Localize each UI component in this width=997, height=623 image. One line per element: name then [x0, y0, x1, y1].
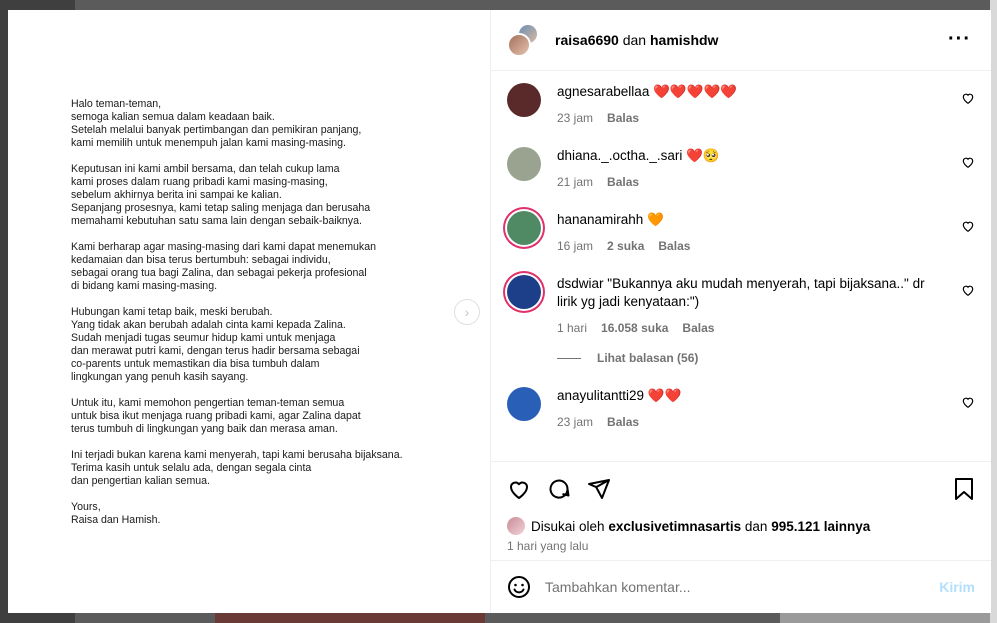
- paper-plane-icon: [587, 477, 611, 501]
- comment-input[interactable]: [545, 579, 939, 595]
- post-side-panel: [491, 10, 991, 613]
- likes-summary: [491, 515, 991, 537]
- post-comment-button[interactable]: Kirim: [939, 579, 975, 595]
- username-link[interactable]: exclusivetimnasartis: [608, 518, 742, 534]
- caption-paragraph: Kami berharap agar masing-masing dari kami dapat menemukan kedamaian dan bisa terus bertumbuh: sebagai individu, sebagai orang tua bagi Zalina, dan sebagai pekerja profesional di bidang kami masing-masing.: [71, 241, 377, 292]
- caption-paragraph: Hubungan kami tetap baik, meski berubah. Yang tidak akan berubah adalah cinta kami kepada Zalina. Sudah menjadi tugas seumur hidup kami untuk menjaga dan merawat putri kami, dengan terus hadir bersama sebagai co-parents untuk memastikan dia bisa tumbuh dalam lingkungan yang penuh kasih sayang.: [71, 306, 360, 383]
- avatar[interactable]: [507, 275, 541, 309]
- header-title: [555, 32, 718, 48]
- comment-time[interactable]: 16 jam: [557, 239, 594, 253]
- comment-button[interactable]: [547, 477, 571, 501]
- comment-username[interactable]: agnesarabellaa: [557, 84, 650, 99]
- reply-button[interactable]: Balas: [682, 321, 715, 335]
- post-actions: [491, 461, 991, 515]
- caption-paragraph: Yours, Raisa dan Hamish.: [71, 501, 161, 526]
- backdrop-image: [780, 612, 990, 623]
- view-replies-button[interactable]: [557, 351, 975, 365]
- likes-count[interactable]: 995.121 lainnya: [771, 518, 871, 534]
- next-image-button[interactable]: [454, 299, 480, 325]
- post-image: [8, 10, 491, 613]
- chevron-right-icon: ›: [464, 304, 470, 320]
- add-comment-bar: [491, 561, 991, 613]
- likes-joiner: dan: [744, 518, 768, 534]
- post-time[interactable]: 1 hari yang lalu: [491, 537, 991, 561]
- comment-text: "Bukannya aku mudah menyerah, tapi bijaksana.." dr lirik yg jadi kenyataan:"): [557, 276, 925, 309]
- comment-text: ❤️❤️: [647, 388, 682, 403]
- caption-paragraph: Keputusan ini kami ambil bersama, dan telah cukup lama kami proses dalam ruang pribadi kami masing-masing, sebelum akhirnya berita ini sampai ke kalian. Sepanjang prosesnya, kami tetap saling menjaga dan berusaha memahami kebutuhan satu sama lain dengan sebaik-baiknya.: [71, 163, 371, 227]
- heart-icon[interactable]: [961, 219, 975, 233]
- backdrop-image: [215, 612, 485, 623]
- avatar[interactable]: [507, 83, 541, 117]
- reply-button[interactable]: Balas: [607, 415, 640, 429]
- like-button[interactable]: [507, 477, 531, 501]
- bookmark-icon: [953, 477, 975, 501]
- comment-icon: [547, 477, 571, 501]
- comments-list[interactable]: [491, 71, 991, 461]
- caption-paragraph: Ini terjadi bukan karena kami menyerah, tapi kami berusaha bijaksana. Terima kasih untuk selalu ada, dengan segala cinta dan pengertian kalian semua.: [71, 449, 403, 487]
- heart-icon: [507, 477, 531, 501]
- like-count[interactable]: 16.058 suka: [601, 321, 669, 335]
- comment: [507, 83, 975, 125]
- reply-button[interactable]: Balas: [607, 111, 640, 125]
- caption-paragraph: Untuk itu, kami memohon pengertian teman-teman semua untuk bisa ikut menjaga ruang pribadi kami, agar Zalina dapat terus tumbuh di lingkungan yang baik dan merasa aman.: [71, 397, 361, 435]
- avatar[interactable]: [507, 147, 541, 181]
- comment-username[interactable]: dhiana._.octha._.sari: [557, 148, 683, 163]
- username-link[interactable]: raisa6690: [555, 32, 619, 48]
- comment-text: ❤️🥺: [686, 148, 720, 163]
- comment-username[interactable]: hananamirahh: [557, 212, 644, 227]
- likes-prefix: Disukai oleh: [531, 518, 605, 534]
- header-joiner: dan: [622, 32, 647, 48]
- comment: [507, 275, 975, 335]
- post-header: [491, 10, 991, 71]
- more-horizontal-icon[interactable]: ···: [948, 28, 971, 50]
- comment-text: ❤️❤️❤️❤️❤️: [653, 84, 738, 99]
- comment: [507, 147, 975, 189]
- view-replies-label: Lihat balasan (56): [597, 351, 699, 365]
- comment: [507, 211, 975, 253]
- heart-icon[interactable]: [961, 155, 975, 169]
- reply-button[interactable]: Balas: [607, 175, 640, 189]
- avatar[interactable]: [507, 23, 541, 57]
- heart-icon[interactable]: [961, 283, 975, 297]
- share-button[interactable]: [587, 477, 611, 501]
- comment-time[interactable]: 1 hari: [557, 321, 588, 335]
- post-image-text: [71, 98, 471, 540]
- avatar: [507, 33, 531, 57]
- caption-paragraph: Halo teman-teman, semoga kalian semua dalam keadaan baik. Setelah melalui banyak pertimbangan dan pemikiran panjang, kami memilih untuk menempuh jalan kami masing-masing.: [71, 98, 362, 149]
- username-link[interactable]: hamishdw: [649, 32, 719, 48]
- save-button[interactable]: [953, 477, 975, 506]
- comment-username[interactable]: anayulitantti29: [557, 388, 645, 403]
- comment-time[interactable]: 23 jam: [557, 415, 594, 429]
- reply-button[interactable]: Balas: [658, 239, 691, 253]
- avatar[interactable]: [507, 517, 525, 535]
- comment-text: 🧡: [647, 212, 664, 227]
- divider: [557, 358, 581, 359]
- avatar[interactable]: [507, 211, 541, 245]
- like-count[interactable]: 2 suka: [607, 239, 645, 253]
- emoji-icon: [507, 575, 531, 599]
- emoji-button[interactable]: [507, 575, 531, 599]
- comment-time[interactable]: 23 jam: [557, 111, 594, 125]
- post-modal: [8, 10, 991, 613]
- heart-icon[interactable]: [961, 395, 975, 409]
- backdrop-right: [990, 0, 997, 623]
- avatar[interactable]: [507, 387, 541, 421]
- comment: [507, 387, 975, 429]
- heart-icon[interactable]: [961, 91, 975, 105]
- comment-time[interactable]: 21 jam: [557, 175, 594, 189]
- comment-username[interactable]: dsdwiar: [557, 276, 604, 291]
